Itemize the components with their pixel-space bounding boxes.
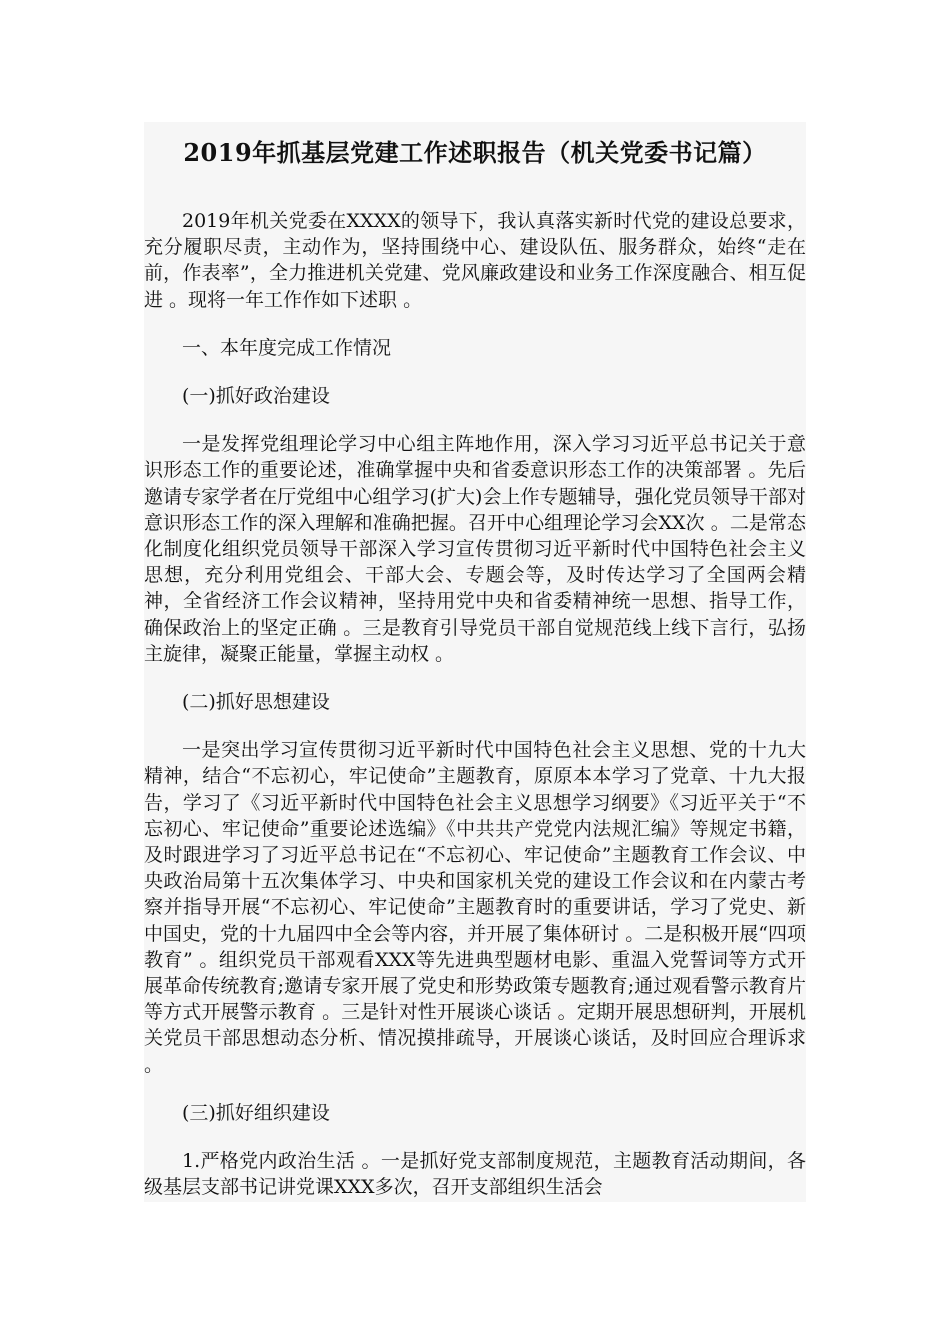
subsection-heading-ideological: (二)抓好思想建设 <box>182 691 330 714</box>
section-heading-1: 一、本年度完成工作情况 <box>182 336 392 359</box>
subsection-heading-political: (一)抓好政治建设 <box>182 385 330 408</box>
document-title: 2019年抓基层党建工作述职报告（机关党委书记篇） <box>183 138 767 167</box>
organizational-paragraph: 1.严格党内政治生活 。一是抓好党支部制度规范，主题教育活动期间，各级基层支部书记讲党课XXX多次，召开支部组织生活会 <box>144 1150 806 1199</box>
document-body <box>144 122 806 1202</box>
ideological-paragraph: 一是突出学习宣传贯彻习近平新时代中国特色社会主义思想、党的十九大精神，结合“不忘初心，牢记使命”主题教育，原原本本学习了党章、十九大报告，学习了《习近平新时代中国特色社会主义思想学习纲要》《习近平关于“不忘初心、牢记使命”重要论述选编》《中共共产党党内法规汇编》等规定书籍，及时跟进学习了习近平总书记在“不忘初心、牢记使命”主题教育工作会议、中央政治局第十五次集体学习、中央和国家机关党的建设工作会议和在内蒙古考察并指导开展“不忘初心、牢记使命”主题教育时的重要讲话，学习了党史、新中国史，党的十九届四中全会等内容，并开展了集体研讨 。二是积极开展“四项教育” 。组织党员干部观看XXX等先进典型题材电影、重温入党誓词等方式开展革命传统教育;邀请专家开展了党史和形势政策专题教育;通过观看警示教育片等方式开展警示教育 。三是针对性开展谈心谈话 。定期开展思想研判，开展机关党员干部思想动态分析、情况摸排疏导，开展谈心谈话，及时回应合理诉求 。 <box>144 739 806 1076</box>
political-paragraph: 一是发挥党组理论学习中心组主阵地作用，深入学习习近平总书记关于意识形态工作的重要论述，准确掌握中央和省委意识形态工作的决策部署 。先后邀请专家学者在厅党组中心组学习(扩大)会上作专题辅导，强化党员领导干部对意识形态工作的深入理解和准确把握。召开中心组理论学习会XX次 。二是常态化制度化组织党员领导干部深入学习宣传贯彻习近平新时代中国特色社会主义思想，充分利用党组会、干部大会、专题会等，及时传达学习了全国两会精神，全省经济工作会议精神，坚持用党中央和省委精神统一思想、指导工作，确保政治上的坚定正确 。三是教育引导党员干部自觉规范线上线下言行，弘扬主旋律，凝聚正能量，掌握主动权 。 <box>144 433 806 665</box>
subsection-heading-organizational: (三)抓好组织建设 <box>182 1101 330 1124</box>
intro-paragraph: 2019年机关党委在XXXX的领导下，我认真落实新时代党的建设总要求，充分履职尽责，主动作为，坚持围绕中心、建设队伍、服务群众，始终“走在前，作表率”，全力推进机关党建、党风廉政建设和业务工作深度融合、相互促进 。现将一年工作作如下述职 。 <box>144 210 806 311</box>
